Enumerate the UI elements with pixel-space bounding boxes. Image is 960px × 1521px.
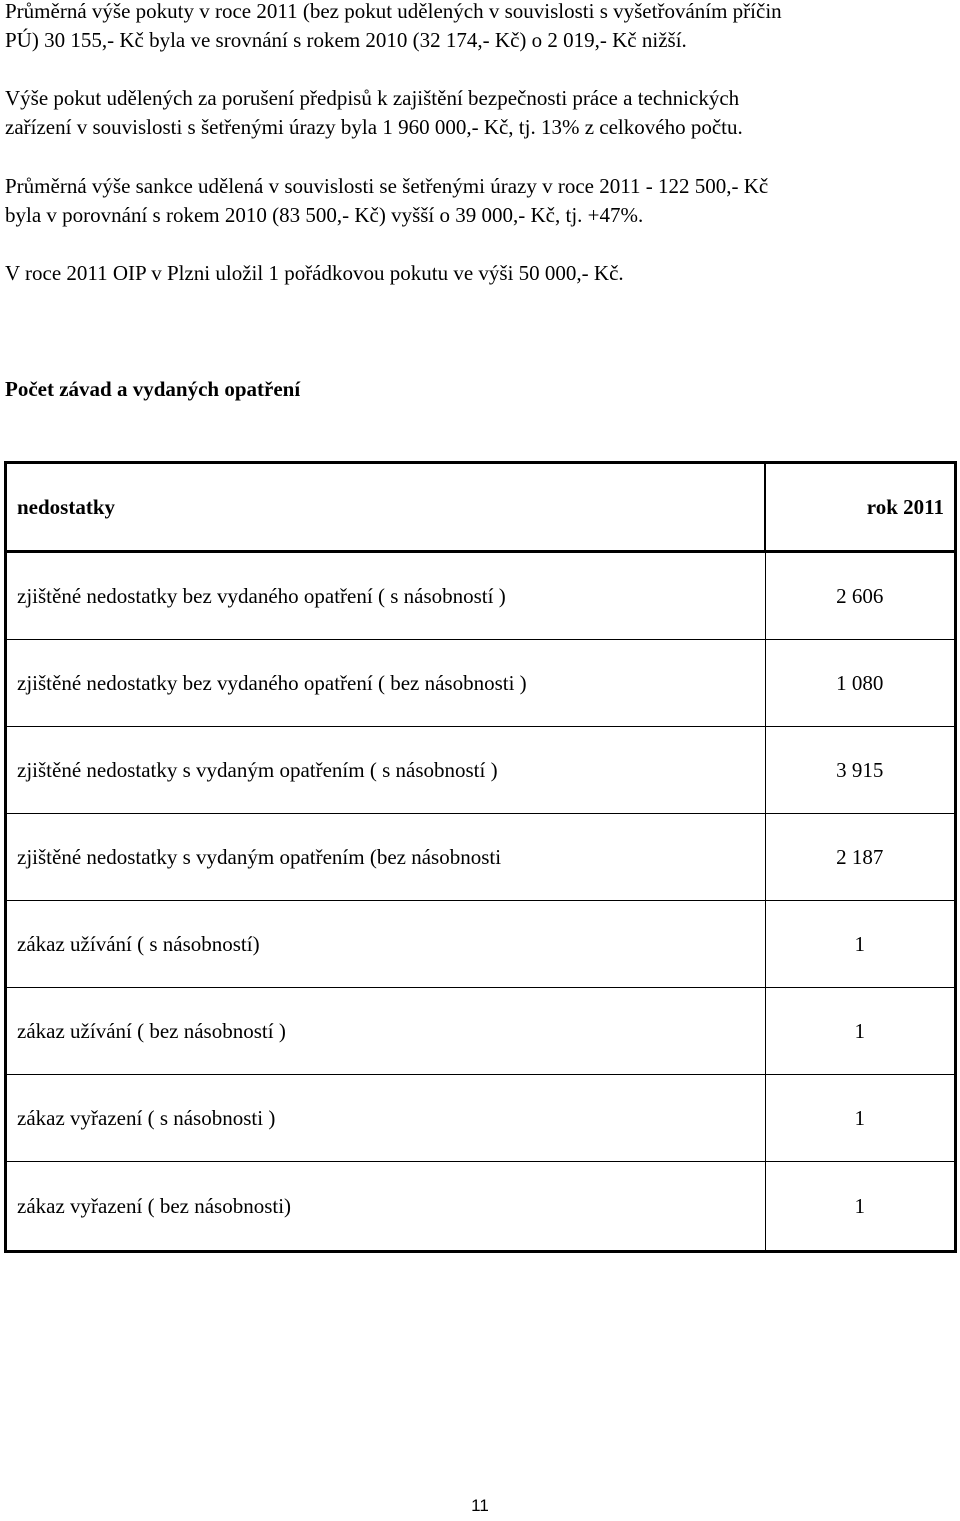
table-row: [6, 814, 956, 901]
row-label-cell: zákaz užívání ( s násobností): [6, 901, 766, 988]
paragraph-average-sanction-line1: Průměrná výše sankce udělená v souvislosti se šetřenými úrazy v roce 2011 - 122 500,- Kč: [5, 174, 769, 198]
row-value-cell: 2 187: [765, 814, 956, 901]
table-row: [6, 727, 956, 814]
table-row: [6, 901, 956, 988]
row-value-cell: 1: [765, 1162, 956, 1252]
paragraph-fines-safety-line1: Výše pokut udělených za porušení předpisů k zajištění bezpečnosti práce a technických: [5, 86, 740, 110]
page-number: 11: [471, 1496, 489, 1515]
row-label-cell: zjištěné nedostatky s vydaným opatřením (bez násobnosti: [6, 814, 766, 901]
table-header-row: [6, 463, 956, 552]
section-heading: Počet závad a vydaných opatření: [5, 377, 301, 401]
row-value-cell: 1 080: [765, 640, 956, 727]
paragraph-average-fine-line2: PÚ) 30 155,- Kč byla ve srovnání s rokem 2010 (32 174,- Kč) o 2 019,- Kč nižší.: [5, 28, 687, 52]
row-value-cell: 2 606: [765, 552, 956, 640]
paragraph-fines-safety-line2: zařízení v souvislosti s šetřenými úrazy byla 1 960 000,- Kč, tj. 13% z celkového počtu.: [5, 115, 743, 139]
row-value-cell: 3 915: [765, 727, 956, 814]
paragraph-procedural-fine: V roce 2011 OIP v Plzni uložil 1 pořádkovou pokutu ve výši 50 000,- Kč.: [5, 261, 624, 285]
row-value-cell: 1: [765, 1075, 956, 1162]
row-label-cell: zjištěné nedostatky bez vydaného opatření ( s násobností ): [6, 552, 766, 640]
row-label-cell: zákaz vyřazení ( s násobnosti ): [6, 1075, 766, 1162]
row-label-cell: zjištěné nedostatky s vydaným opatřením ( s násobností ): [6, 727, 766, 814]
table-row: [6, 1075, 956, 1162]
header-value-cell: rok 2011: [765, 463, 956, 552]
paragraph-average-fine-line1: Průměrná výše pokuty v roce 2011 (bez pokut udělených v souvislosti s vyšetřováním příčin: [5, 0, 782, 23]
table-row: [6, 988, 956, 1075]
table-row: [6, 640, 956, 727]
table-row: [6, 552, 956, 640]
table-row: [6, 1162, 956, 1252]
row-label-cell: zjištěné nedostatky bez vydaného opatření ( bez násobnosti ): [6, 640, 766, 727]
row-value-cell: 1: [765, 901, 956, 988]
row-label-cell: zákaz užívání ( bez násobností ): [6, 988, 766, 1075]
paragraph-average-sanction-line2: byla v porovnání s rokem 2010 (83 500,- Kč) vyšší o 39 000,- Kč, tj. +47%.: [5, 203, 644, 227]
row-label-cell: zákaz vyřazení ( bez násobnosti): [6, 1162, 766, 1252]
header-label-cell: nedostatky: [6, 463, 766, 552]
defects-table: [4, 461, 957, 1253]
row-value-cell: 1: [765, 988, 956, 1075]
